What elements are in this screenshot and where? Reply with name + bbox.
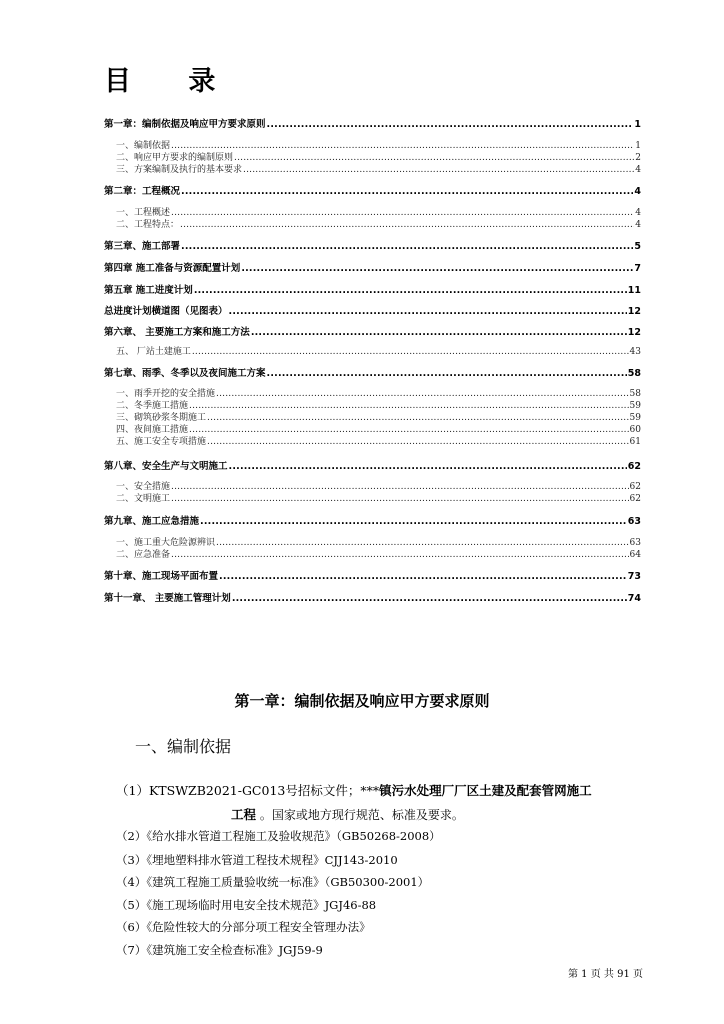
toc-chapter-entry[interactable] (104, 284, 641, 298)
toc-chapter-entry[interactable] (104, 185, 641, 199)
toc-entry-label: 二、冬季施工措施 (116, 401, 189, 411)
toc-chapter-entry[interactable] (104, 592, 641, 606)
reference-item: （2）《给水排水管道工程施工及验收规范》（GB50268-2008） (116, 829, 441, 843)
toc-entry-label: 第九章、施工应急措施 (104, 516, 200, 527)
reference-item-1-suffix: 。国家或地方现行规范、标准及要求。 (256, 808, 464, 822)
toc-entry-page: 61 (629, 437, 641, 447)
toc-entry-label: 第七章、雨季、冬季以及夜间施工方案 (104, 368, 266, 379)
reference-item: （7）《建筑施工安全检查标准》JGJ59-9 (116, 943, 323, 957)
toc-entry-page: 62 (627, 461, 641, 472)
toc-leader-dots (267, 367, 627, 381)
toc-entry-page: 4 (635, 220, 641, 230)
toc-chapter-entry[interactable] (104, 515, 641, 529)
toc-entry-label: 二、响应甲方要求的编制原则 (116, 153, 234, 163)
toc-section-entry[interactable] (104, 436, 641, 448)
toc-entry-label: 三、方案编制及执行的基本要求 (116, 165, 243, 175)
toc-entry-page: 4 (635, 165, 641, 175)
toc-section-entry[interactable] (104, 412, 641, 424)
toc-leader-dots (192, 346, 629, 358)
toc-chapter-entry[interactable] (104, 326, 641, 340)
toc-leader-dots (171, 481, 629, 493)
toc-leader-dots (200, 515, 627, 529)
toc-entry-page: 59 (629, 413, 641, 423)
reference-item: （4）《建筑工程施工质量验收统一标准》（GB50300-2001） (116, 875, 430, 889)
toc-leader-dots (189, 424, 629, 436)
toc-chapter-entry[interactable] (104, 367, 641, 381)
toc-entry-label: 三、砌筑砂浆冬期施工 (116, 413, 207, 423)
toc-entry-label: 四、夜间施工措施 (116, 425, 189, 435)
toc-entry-page: 11 (627, 285, 641, 296)
toc-entry-label: 第十一章、 主要施工管理计划 (104, 593, 231, 604)
toc-entry-label: 第六章、 主要施工方案和施工方法 (104, 327, 250, 338)
toc-entry-label: 二、文明施工 (116, 494, 171, 504)
toc-leader-dots (180, 219, 634, 231)
toc-leader-dots (251, 326, 627, 340)
toc-leader-dots (181, 185, 633, 199)
toc-entry-label: 第五章 施工进度计划 (104, 285, 193, 296)
toc-entry-label: 第三章、施工部署 (104, 241, 181, 252)
toc-chapter-entry[interactable] (104, 305, 641, 319)
toc-entry-label: 第八章、安全生产与文明施工 (104, 461, 228, 472)
toc-section-entry[interactable] (104, 152, 641, 164)
toc-leader-dots (267, 118, 634, 132)
reference-item-1-project-name-end: 工程 (231, 807, 257, 822)
toc-leader-dots (207, 436, 629, 448)
toc-section-entry[interactable] (104, 219, 641, 231)
toc-entry-page: 1 (635, 141, 641, 151)
toc-entry-label: 一、施工重大危险源辨识 (116, 538, 216, 548)
toc-entry-page: 43 (629, 347, 641, 357)
toc-leader-dots (219, 570, 627, 584)
toc-entry-page: 12 (627, 306, 641, 317)
toc-leader-dots (171, 493, 629, 505)
toc-chapter-entry[interactable] (104, 460, 641, 474)
toc-section-entry[interactable] (104, 388, 641, 400)
toc-title: 目 录 (104, 66, 240, 97)
reference-item: （5）《施工现场临时用电安全技术规范》JGJ46-88 (116, 898, 377, 912)
toc-section-entry[interactable] (104, 400, 641, 412)
toc-entry-label: 第十章、施工现场平面布置 (104, 571, 219, 582)
toc-leader-dots (171, 549, 629, 561)
toc-entry-label: 一、工程概述 (116, 208, 171, 218)
chapter-heading: 第一章：编制依据及响应甲方要求原则 (234, 692, 490, 710)
reference-item-1-continued (231, 806, 464, 824)
toc-chapter-entry[interactable] (104, 262, 641, 276)
toc-chapter-entry[interactable] (104, 240, 641, 254)
toc-entry-page: 4 (634, 186, 641, 197)
toc-section-entry[interactable] (104, 207, 641, 219)
toc-section-entry[interactable] (104, 424, 641, 436)
toc-leader-dots (189, 400, 629, 412)
toc-entry-page: 74 (627, 593, 641, 604)
toc-entry-page: 63 (629, 538, 641, 548)
toc-entry-page: 73 (627, 571, 641, 582)
toc-section-entry[interactable] (104, 549, 641, 561)
toc-section-entry[interactable] (104, 164, 641, 176)
toc-entry-page: 7 (634, 263, 641, 274)
toc-leader-dots (171, 207, 634, 219)
toc-chapter-entry[interactable] (104, 570, 641, 584)
toc-leader-dots (194, 284, 627, 298)
toc-entry-label: 五、施工安全专项措施 (116, 437, 207, 447)
toc-leader-dots (207, 412, 629, 424)
toc-entry-label: 总进度计划横道图（见图表） (104, 306, 228, 317)
toc-entry-page: 58 (629, 389, 641, 399)
toc-leader-dots (243, 164, 634, 176)
toc-leader-dots (171, 140, 634, 152)
toc-entry-page: 63 (627, 516, 641, 527)
toc-entry-page: 12 (627, 327, 641, 338)
toc-entry-label: 第一章：编制依据及响应甲方要求原则 (104, 119, 266, 130)
toc-entry-page: 2 (635, 153, 641, 163)
section-heading: 一、编制依据 (135, 737, 232, 756)
toc-leader-dots (234, 152, 634, 164)
toc-entry-page: 58 (627, 368, 641, 379)
toc-entry-page: 59 (629, 401, 641, 411)
toc-leader-dots (216, 537, 629, 549)
toc-leader-dots (229, 305, 627, 319)
toc-leader-dots (181, 240, 633, 254)
reference-item-1-prefix: （1）KTSWZB2021-GC013号招标文件；*** (116, 783, 380, 798)
toc-section-entry[interactable] (104, 140, 641, 152)
toc-entry-label: 二、工程特点： (116, 220, 180, 230)
toc-section-entry[interactable] (104, 493, 641, 505)
toc-section-entry[interactable] (104, 346, 641, 358)
toc-chapter-entry[interactable] (104, 118, 641, 132)
toc-entry-label: 一、雨季开挖的安全措施 (116, 389, 216, 399)
toc-entry-label: 五、 厂站土建施工 (116, 347, 191, 357)
toc-entry-label: 二、应急准备 (116, 550, 171, 560)
reference-item-1 (116, 782, 592, 800)
toc-entry-page: 60 (629, 425, 641, 435)
toc-entry-label: 第四章 施工准备与资源配置计划 (104, 263, 241, 274)
toc-leader-dots (229, 460, 627, 474)
toc-leader-dots (216, 388, 629, 400)
reference-item-1-project-name: 镇污水处理厂厂区土建及配套管网施工 (379, 783, 592, 798)
toc-entry-label: 一、编制依据 (116, 141, 171, 151)
toc-entry-page: 64 (629, 550, 641, 560)
toc-entry-page: 1 (634, 119, 641, 130)
toc-section-entry[interactable] (104, 537, 641, 549)
toc-entry-page: 4 (635, 208, 641, 218)
toc-entry-label: 一、安全措施 (116, 482, 171, 492)
reference-item: （3）《埋地塑料排水管道工程技术规程》CJJ143-2010 (116, 853, 398, 867)
toc-entry-page: 62 (629, 482, 641, 492)
toc-entry-page: 62 (629, 494, 641, 504)
reference-item: （6）《危险性较大的分部分项工程安全管理办法》 (116, 920, 371, 934)
page-footer: 第 1 页 共 91 页 (568, 969, 643, 980)
toc-entry-page: 5 (634, 241, 641, 252)
toc-leader-dots (241, 262, 633, 276)
toc-leader-dots (232, 592, 627, 606)
toc-entry-label: 第二章：工程概况 (104, 186, 181, 197)
toc-section-entry[interactable] (104, 481, 641, 493)
